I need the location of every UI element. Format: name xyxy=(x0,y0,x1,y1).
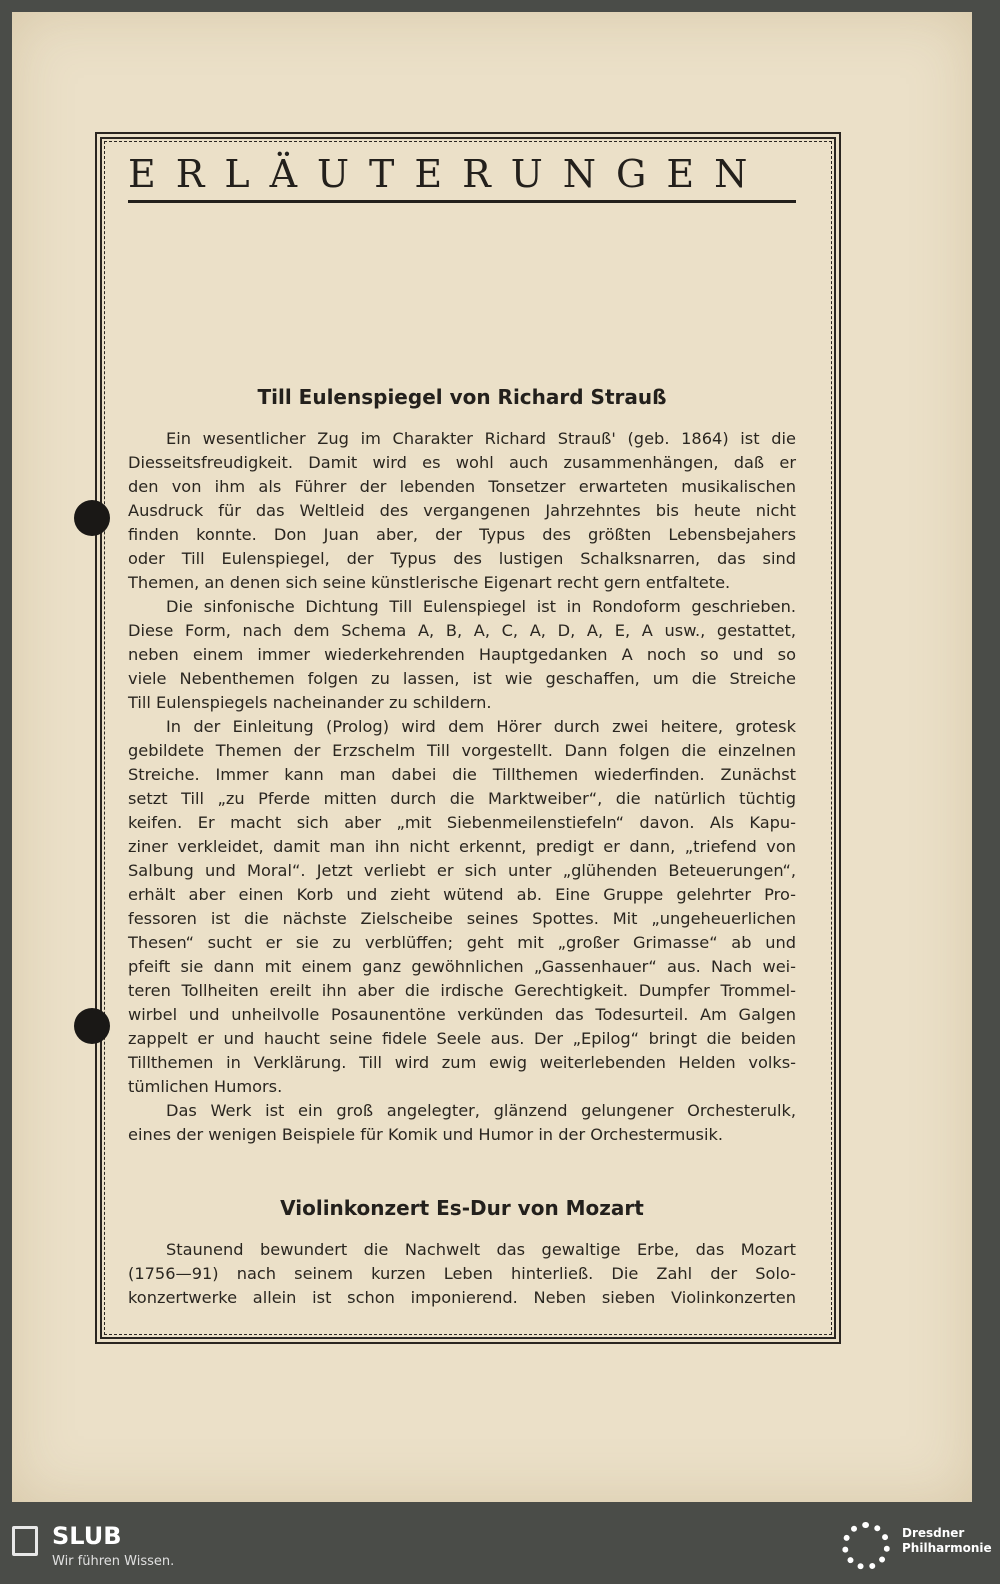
text-line: Tillthemen in Verklärung. Till wird zum ewig weiterlebenden Helden volks- xyxy=(128,1053,796,1072)
text-line: Staunend bewundert die Nachwelt das gewaltige Erbe, das Mozart xyxy=(166,1240,796,1259)
partner-name[interactable] xyxy=(902,1526,992,1556)
text-line: Ausdruck für das Weltleid des vergangenen Jahrzehntes bis heute nicht xyxy=(128,501,796,520)
text-line: Diese Form, nach dem Schema A, B, A, C, A, D, A, E, A usw., gestattet, xyxy=(128,621,796,640)
text-line: Diesseitsfreudigkeit. Damit wird es wohl auch zusammenhängen, daß er xyxy=(128,453,796,472)
text-line: teren Tollheiten ereilt ihn aber die irdische Gerechtigkeit. Dumpfer Trommel- xyxy=(128,981,796,1000)
text-line: eines der wenigen Beispiele für Komik und Humor in der Orchestermusik. xyxy=(128,1125,724,1144)
text-line: Streiche. Immer kann man dabei die Tillthemen wiederfinden. Zunächst xyxy=(128,765,796,784)
text-line: Themen, an denen sich seine künstlerische Eigenart recht gern entfaltete. xyxy=(128,573,731,592)
footer-bar xyxy=(0,1518,1000,1584)
section-body-mozart xyxy=(128,1238,796,1310)
text-line: tümlichen Humors. xyxy=(128,1077,283,1096)
text-line: keifen. Er macht sich aber „mit Siebenmeilenstiefeln“ davon. Als Kapu- xyxy=(128,813,796,832)
section-title-till: Till Eulenspiegel von Richard Strauß xyxy=(257,385,667,409)
slub-logo-text[interactable]: SLUB xyxy=(52,1522,122,1550)
philharmonie-logo-icon xyxy=(842,1522,890,1570)
text-line: setzt Till „zu Pferde mitten durch die Marktweiber“, die natürlich tüchtig xyxy=(128,789,796,808)
text-line: den von ihm als Führer der lebenden Tonsetzer erwarteten musikalischen xyxy=(128,477,796,496)
text-line: erhält aber einen Korb und zieht wütend ab. Eine Gruppe gelehrter Pro- xyxy=(128,885,796,904)
slub-tagline: Wir führen Wissen. xyxy=(52,1554,175,1569)
text-line: (1756—91) nach seinem kurzen Leben hinterließ. Die Zahl der Solo- xyxy=(128,1264,796,1283)
section-title-mozart: Violinkonzert Es-Dur von Mozart xyxy=(280,1196,644,1220)
text-line: wirbel und unheilvolle Posaunentöne verkünden das Todesurteil. Am Galgen xyxy=(128,1005,796,1024)
text-line: Ein wesentlicher Zug im Charakter Richard Strauß' (geb. 1864) ist die xyxy=(166,429,796,448)
text-line: finden konnte. Don Juan aber, der Typus des größten Lebensbejahers xyxy=(128,525,796,544)
text-line: fessoren ist die nächste Zielscheibe seines Spottes. Mit „ungeheuerlichen xyxy=(128,909,796,928)
text-line: oder Till Eulenspiegel, der Typus des lustigen Schalksnarren, das sind xyxy=(128,549,796,568)
section-body-till xyxy=(128,427,796,1147)
text-line: pfeift sie dann mit einem ganz gewöhnlichen „Gassenhauer“ aus. Nach wei- xyxy=(128,957,796,976)
text-line: Die sinfonische Dichtung Till Eulenspiegel ist in Rondoform geschrieben. xyxy=(166,597,796,616)
text-line: konzertwerke allein ist schon imponierend. Neben sieben Violinkonzerten xyxy=(128,1288,796,1307)
text-line: Salbung und Moral“. Jetzt verliebt er sich unter „glühenden Beteuerungen“, xyxy=(128,861,796,880)
page-heading: ERLÄUTERUNGEN xyxy=(128,152,796,203)
text-line: Das Werk ist ein groß angelegter, glänzend gelungener Orchesterulk, xyxy=(166,1101,796,1120)
text-line: neben einem immer wiederkehrenden Hauptgedanken A noch so und so xyxy=(128,645,796,664)
text-line: Thesen“ sucht er sie zu verblüffen; geht mit „großer Grimasse“ ab und xyxy=(128,933,796,952)
text-line: Till Eulenspiegels nacheinander zu schildern. xyxy=(128,693,492,712)
text-line: viele Nebenthemen folgen zu lassen, ist wie geschaffen, um die Streiche xyxy=(128,669,796,688)
book-icon xyxy=(12,1526,38,1556)
text-line: In der Einleitung (Prolog) wird dem Hörer durch zwei heitere, grotesk xyxy=(166,717,796,736)
partner-line-1: Dresdner xyxy=(902,1526,965,1540)
punch-hole xyxy=(74,500,110,536)
text-line: zappelt er und haucht seine fidele Seele aus. Der „Epilog“ bringt die beiden xyxy=(128,1029,796,1048)
text-line: ziner verkleidet, damit man ihn nicht erkennt, predigt er dann, „triefend von xyxy=(128,837,796,856)
partner-line-2: Philharmonie xyxy=(902,1541,992,1555)
punch-hole xyxy=(74,1008,110,1044)
text-line: gebildete Themen der Erzschelm Till vorgestellt. Dann folgen die einzelnen xyxy=(128,741,796,760)
